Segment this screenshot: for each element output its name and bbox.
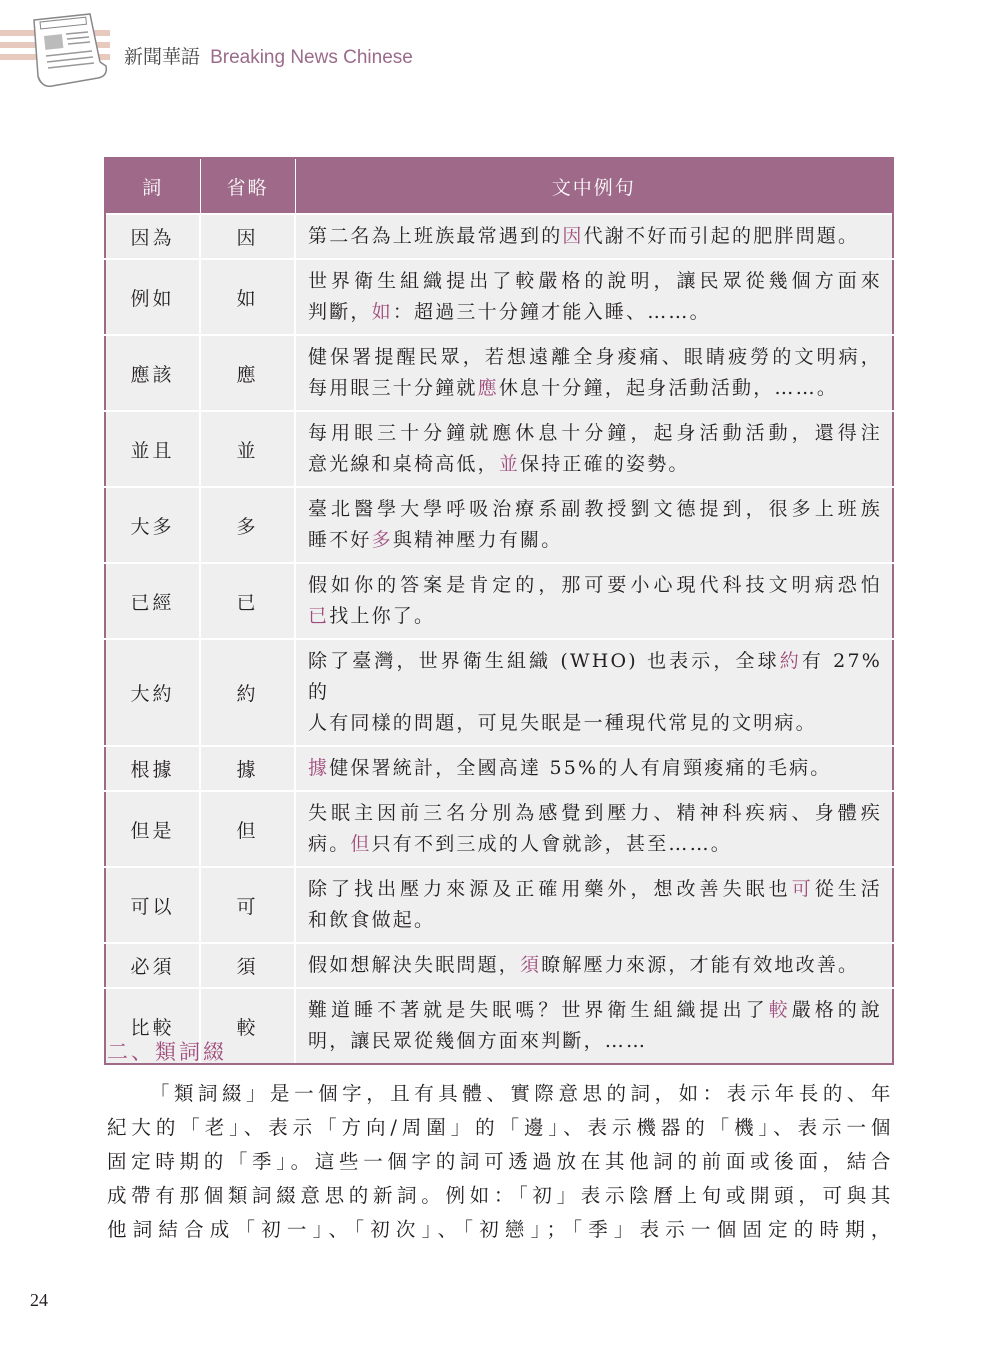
table-row <box>105 791 893 867</box>
table-row <box>105 639 893 746</box>
abbreviation-cell: 較 <box>200 988 295 1064</box>
example-line <box>308 829 882 860</box>
word-cell: 但是 <box>105 791 200 867</box>
example-text: 有 27%的 <box>308 650 882 703</box>
highlighted-word: 可 <box>791 878 815 900</box>
paragraph-line: 他詞結合成「初一」、「初次」、「初戀」；「季」表示一個固定的時期， <box>107 1218 893 1241</box>
example-line <box>308 449 882 480</box>
highlighted-word: 約 <box>779 650 802 672</box>
example-text: 世界衛生組織提出了較嚴格的說明，讓民眾從幾個方面來 <box>308 270 882 292</box>
example-line <box>308 570 882 601</box>
header-title-zh: 新聞華語 <box>124 46 201 68</box>
table-row <box>105 411 893 487</box>
highlighted-word: 應 <box>477 377 499 399</box>
example-text: 第二名為上班族最常遇到的 <box>308 225 563 247</box>
example-cell <box>295 746 893 791</box>
example-line <box>308 297 882 328</box>
abbreviation-cell: 可 <box>200 867 295 943</box>
word-cell: 已經 <box>105 563 200 639</box>
example-text: 只有不到三成的人會就診，甚至……。 <box>371 833 733 855</box>
example-line <box>308 905 882 936</box>
example-cell <box>295 214 893 259</box>
column-header-word: 詞 <box>105 158 200 214</box>
example-text: 判斷， <box>308 301 372 323</box>
header-title <box>124 42 413 69</box>
example-line <box>308 266 882 297</box>
page-header <box>0 0 1000 100</box>
highlighted-word: 已 <box>308 605 330 627</box>
highlighted-word: 較 <box>768 999 792 1021</box>
highlighted-word: 多 <box>371 529 393 551</box>
paragraph-line: 成帶有那個類詞綴意思的新詞。例如：「初」表示陰曆上旬或開頭，可與其 <box>107 1184 893 1207</box>
example-cell <box>295 411 893 487</box>
example-text: 從生活 <box>814 878 883 900</box>
table-row <box>105 867 893 943</box>
newspaper-icon <box>28 12 120 94</box>
word-cell: 應該 <box>105 335 200 411</box>
paragraph-line: 「類詞綴」是一個字，且有具體、實際意思的詞，如：表示年長的、年 <box>149 1082 893 1105</box>
word-cell: 並且 <box>105 411 200 487</box>
example-text: 除了找出壓力來源及正確用藥外，想改善失眠也 <box>308 878 792 900</box>
word-cell: 比較 <box>105 988 200 1064</box>
example-line <box>308 753 882 784</box>
word-cell: 例如 <box>105 259 200 335</box>
example-text: 與精神壓力有關。 <box>392 529 563 551</box>
column-header-example: 文中例句 <box>295 158 893 214</box>
example-cell <box>295 639 893 746</box>
paragraph-line: 固定時期的「季」。這些一個字的詞可透過放在其他詞的前面或後面，結合 <box>107 1150 893 1173</box>
example-text: 意光線和桌椅高低， <box>308 453 499 475</box>
word-cell: 大多 <box>105 487 200 563</box>
example-cell <box>295 867 893 943</box>
example-text: 病。 <box>308 833 351 855</box>
example-line <box>308 874 882 905</box>
table-row <box>105 259 893 335</box>
example-text: 嚴格的說 <box>791 999 882 1021</box>
highlighted-word: 須 <box>520 954 542 976</box>
table-row <box>105 563 893 639</box>
abbreviation-cell: 須 <box>200 943 295 988</box>
vocabulary-table <box>104 157 894 1065</box>
example-line <box>308 525 882 556</box>
word-cell: 根據 <box>105 746 200 791</box>
highlighted-word: 因 <box>562 225 584 247</box>
header-title-en: Breaking News Chinese <box>210 47 413 68</box>
example-line <box>308 995 882 1026</box>
column-header-abbreviation: 省略 <box>200 158 295 214</box>
example-line <box>308 373 882 404</box>
example-text: 瞭解壓力來源，才能有效地改善。 <box>541 954 860 976</box>
example-text: 每用眼三十分鐘就應休息十分鐘，起身活動活動，還得注 <box>308 422 882 444</box>
example-text: 健保署提醒民眾，若想遠離全身痠痛、眼睛疲勞的文明病， <box>308 346 882 368</box>
example-text: 難道睡不著就是失眠嗎？世界衛生組織提出了 <box>308 999 769 1021</box>
example-text: 和飲食做起。 <box>308 909 436 931</box>
page-number: 24 <box>30 1290 48 1310</box>
example-line <box>308 342 882 373</box>
example-cell <box>295 988 893 1064</box>
example-text: 健保署統計，全國高達 55%的人有肩頸痠痛的毛病。 <box>329 757 832 779</box>
highlighted-word: 據 <box>308 757 330 779</box>
example-line <box>308 646 882 708</box>
example-text: 人有同樣的問題，可見失眠是一種現代常見的文明病。 <box>308 712 817 734</box>
example-line <box>308 708 882 739</box>
example-text: 臺北醫學大學呼吸治療系副教授劉文德提到，很多上班族 <box>308 498 882 520</box>
abbreviation-cell: 如 <box>200 259 295 335</box>
abbreviation-cell: 多 <box>200 487 295 563</box>
highlighted-word: 並 <box>498 453 521 475</box>
table-header-row <box>105 158 893 214</box>
table-row <box>105 746 893 791</box>
example-text: ：超過三十分鐘才能入睡、……。 <box>392 301 711 323</box>
word-cell: 大約 <box>105 639 200 746</box>
table-row <box>105 214 893 259</box>
example-line <box>308 950 882 981</box>
example-cell <box>295 259 893 335</box>
abbreviation-cell: 據 <box>200 746 295 791</box>
example-cell <box>295 335 893 411</box>
example-line <box>308 798 882 829</box>
word-cell: 可以 <box>105 867 200 943</box>
example-text: 假如你的答案是肯定的，那可要小心現代科技文明病恐怕 <box>308 574 882 596</box>
paragraph-line: 紀大的「老」、表示「方向/周圍」的「邊」、表示機器的「機」、表示一個 <box>107 1116 893 1139</box>
example-line <box>308 494 882 525</box>
example-text: 除了臺灣，世界衛生組織 (WHO) 也表示，全球 <box>308 650 780 672</box>
example-cell <box>295 943 893 988</box>
table-row <box>105 943 893 988</box>
word-cell: 必須 <box>105 943 200 988</box>
abbreviation-cell: 應 <box>200 335 295 411</box>
example-cell <box>295 563 893 639</box>
highlighted-word: 如 <box>371 301 393 323</box>
example-cell <box>295 791 893 867</box>
example-text: 休息十分鐘，起身活動活動，……。 <box>498 377 839 399</box>
example-text: 失眠主因前三名分別為感覺到壓力、精神科疾病、身體疾 <box>308 802 882 824</box>
example-line <box>308 418 882 449</box>
table-row <box>105 487 893 563</box>
example-text: 代謝不好而引起的肥胖問題。 <box>583 225 860 247</box>
abbreviation-cell: 並 <box>200 411 295 487</box>
example-text: 睡不好 <box>308 529 372 551</box>
abbreviation-cell: 約 <box>200 639 295 746</box>
section-title: 二、類詞綴 <box>107 1040 227 1064</box>
example-text: 明，讓民眾從幾個方面來判斷，…… <box>308 1030 648 1052</box>
example-text: 保持正確的姿勢。 <box>520 453 690 475</box>
example-text: 找上你了。 <box>329 605 436 627</box>
example-line <box>308 1026 882 1057</box>
example-cell <box>295 487 893 563</box>
example-line <box>308 221 882 252</box>
highlighted-word: 但 <box>350 833 372 855</box>
example-line <box>308 601 882 632</box>
section-paragraph <box>107 1077 893 1247</box>
table-body <box>105 214 893 1064</box>
abbreviation-cell: 但 <box>200 791 295 867</box>
example-text: 每用眼三十分鐘就 <box>308 377 478 399</box>
abbreviation-cell: 已 <box>200 563 295 639</box>
abbreviation-cell: 因 <box>200 214 295 259</box>
table-row <box>105 335 893 411</box>
example-text: 假如想解決失眠問題， <box>308 954 521 976</box>
word-cell: 因為 <box>105 214 200 259</box>
